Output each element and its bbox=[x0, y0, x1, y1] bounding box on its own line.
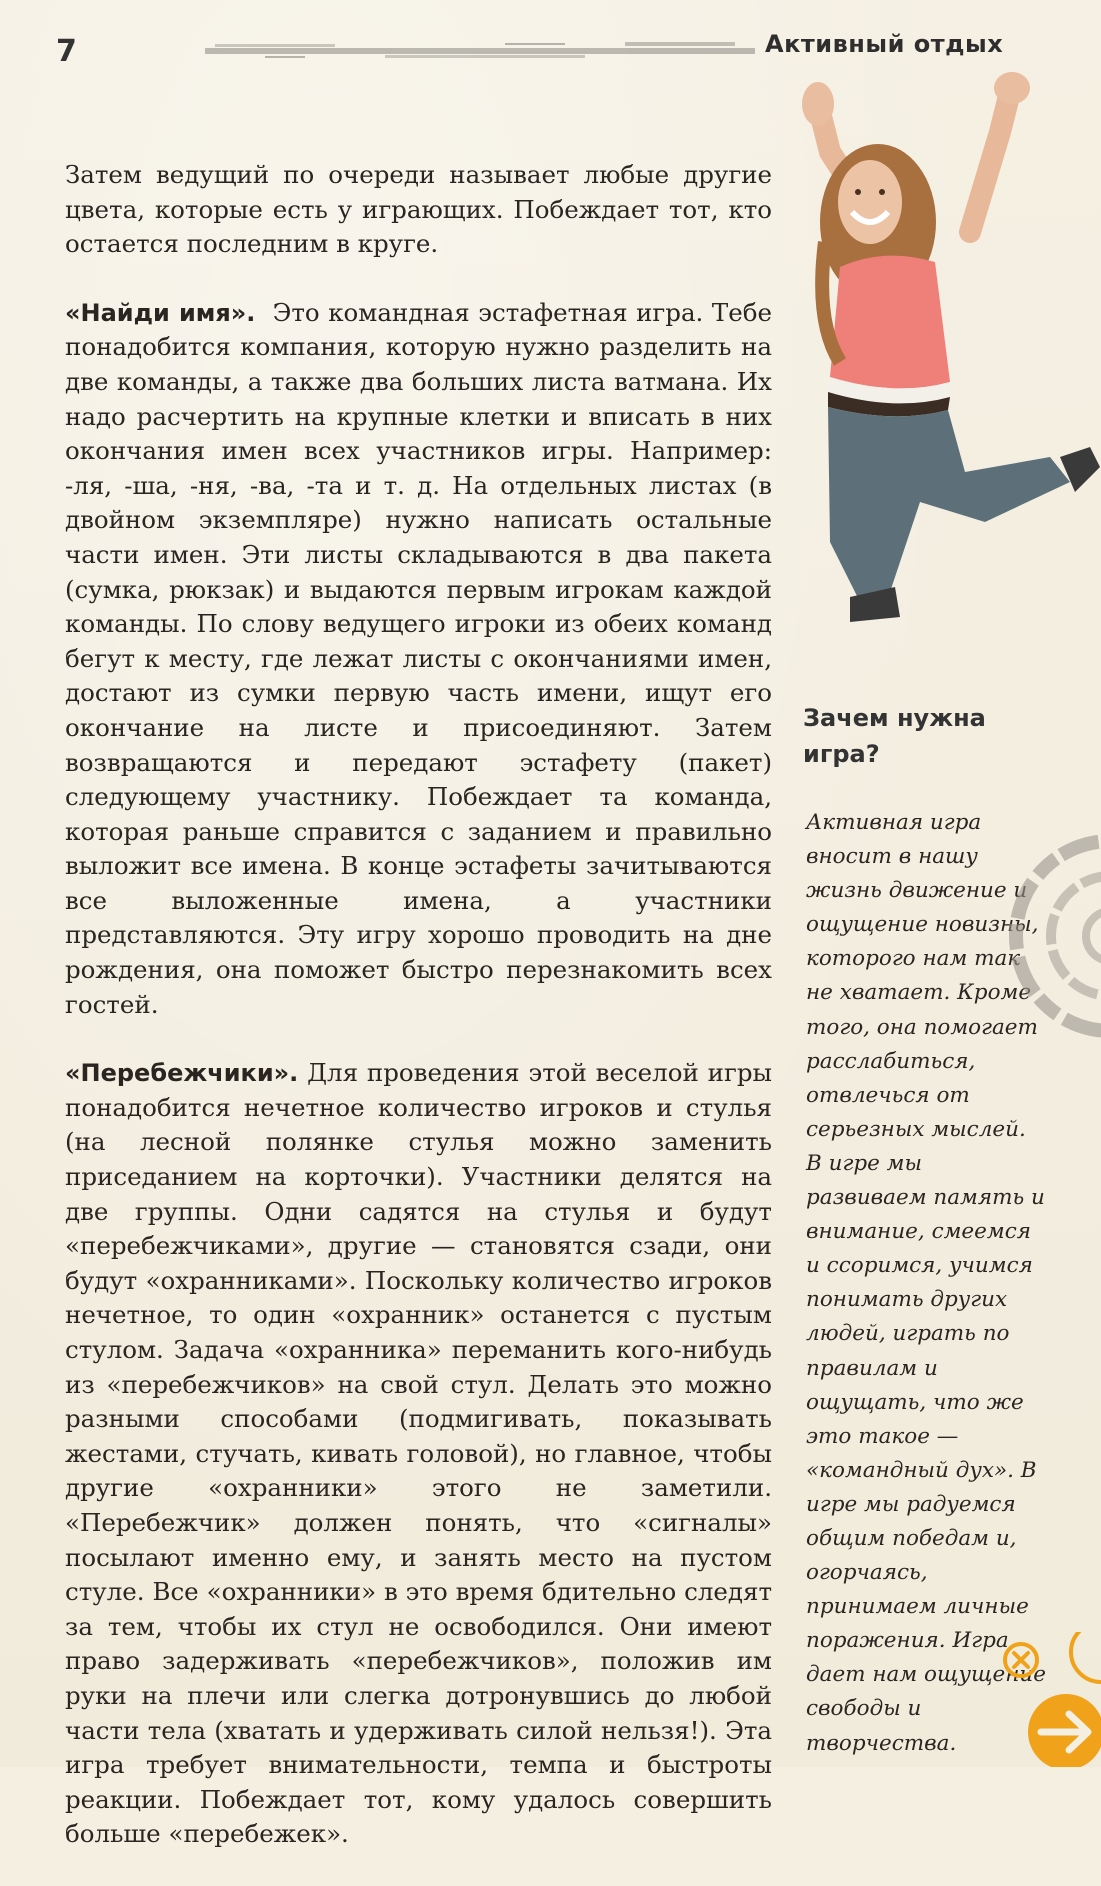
game1-paragraph bbox=[65, 296, 772, 1022]
game1-title: «Найди имя». bbox=[65, 298, 256, 327]
orange-buttons-decoration bbox=[991, 1632, 1101, 1767]
game2-paragraph bbox=[65, 1056, 772, 1852]
main-article bbox=[65, 158, 772, 1886]
arrow-right-icon bbox=[1028, 1694, 1101, 1767]
section-title: Активный отдых bbox=[765, 30, 1004, 58]
sidebar-heading: Зачем нужна игра? bbox=[803, 704, 986, 768]
close-x-icon bbox=[1005, 1644, 1037, 1676]
jumping-girl-photo bbox=[770, 72, 1101, 682]
game2-text: Для проведения этой веселой игры понадобится нечетное количество игроков и стулья (на лесной полянке стулья можно заменить приседанием на корточки). Участники делятся на две группы. Одни садятся на стулья и будут «перебежчиками», другие — становятся сзади, они будут «охранниками». Поскольку количество игроков нечетное, то один «охранник» останется с пустым стулом. Задача «охранника» переманить кого-нибудь из «перебежчиков» на свой стул. Делать это можно разными способами (подмигивать, показывать жестами, стучать, кивать головой), но главное, чтобы другие «охранники» этого не заметили. «Перебежчик» должен понять, что «сигналы» посылают именно ему, и занять место на пустом стуле. Все «охранники» в это время бдительно следят за тем, чтобы их стул не освободился. Они имеют право задерживать «перебежчиков», положив им руки на плечи или слегка дотронувшись до любой части тела (хватать и удерживать силой нельзя!). Эта игра требует внимательности, темпа и быстроты реакции. Побеждает тот, кому удалось совершить больше «перебежек». bbox=[65, 1058, 772, 1849]
game1-text: Это командная эстафетная игра. Тебе понадобится компания, которую нужно разделить на две команды, а также два больших листа ватмана. Их надо расчертить на крупные клетки и вписать в них окончания имен всех участников игры. Например: -ля, -ша, -ня, -ва, -та и т. д. На отдельных листах (в двойном экземпляре) нужно написать остальные части имен. Эти листы складываются в два пакета (сумка, рюкзак) и выдаются первым игрокам каждой команды. По слову ведущего игроки из обеих команд бегут к месту, где лежат листы с окончаниями имен, достают из сумки первую часть имени, ищут его окончание на листе и присоединяют. Затем возвращаются и передают эстафету (пакет) следующему участнику. Побеждает та команда, которая раньше справится с заданием и правильно выложит все имена. В конце эстафеты зачитываются все выложенные имена, а участники представляются. Эту игру хорошо проводить на дне рождения, она поможет быстро перезнакомить всех гостей. bbox=[65, 297, 773, 1019]
target-circle-decoration-icon bbox=[991, 826, 1101, 1046]
grunge-line-decoration-icon bbox=[205, 40, 755, 62]
game2-title: «Перебежчики». bbox=[65, 1059, 299, 1088]
page-number: 7 bbox=[56, 34, 77, 69]
intro-paragraph: Затем ведущий по очереди называет любые другие цвета, которые есть у играющих. Побеждает тот, кто остается последним в круге. bbox=[65, 160, 772, 259]
sidebar-text: Активная игра вносит в нашу жизнь движение и ощущение новизны, которого нам так не хватает. Кроме того, она помогает расслабиться, отвлечься от серьезных мыслей. В игре мы развиваем память и внимание, смеемся и ссоримся, учимся понимать других людей, играть по правилам и ощущать, что же это такое — «командный дух». В игре мы радуемся общим победам и, огорчаясь, принимаем личные поражения. Игра дает нам ощущение свободы и творчества. bbox=[806, 810, 1046, 1756]
